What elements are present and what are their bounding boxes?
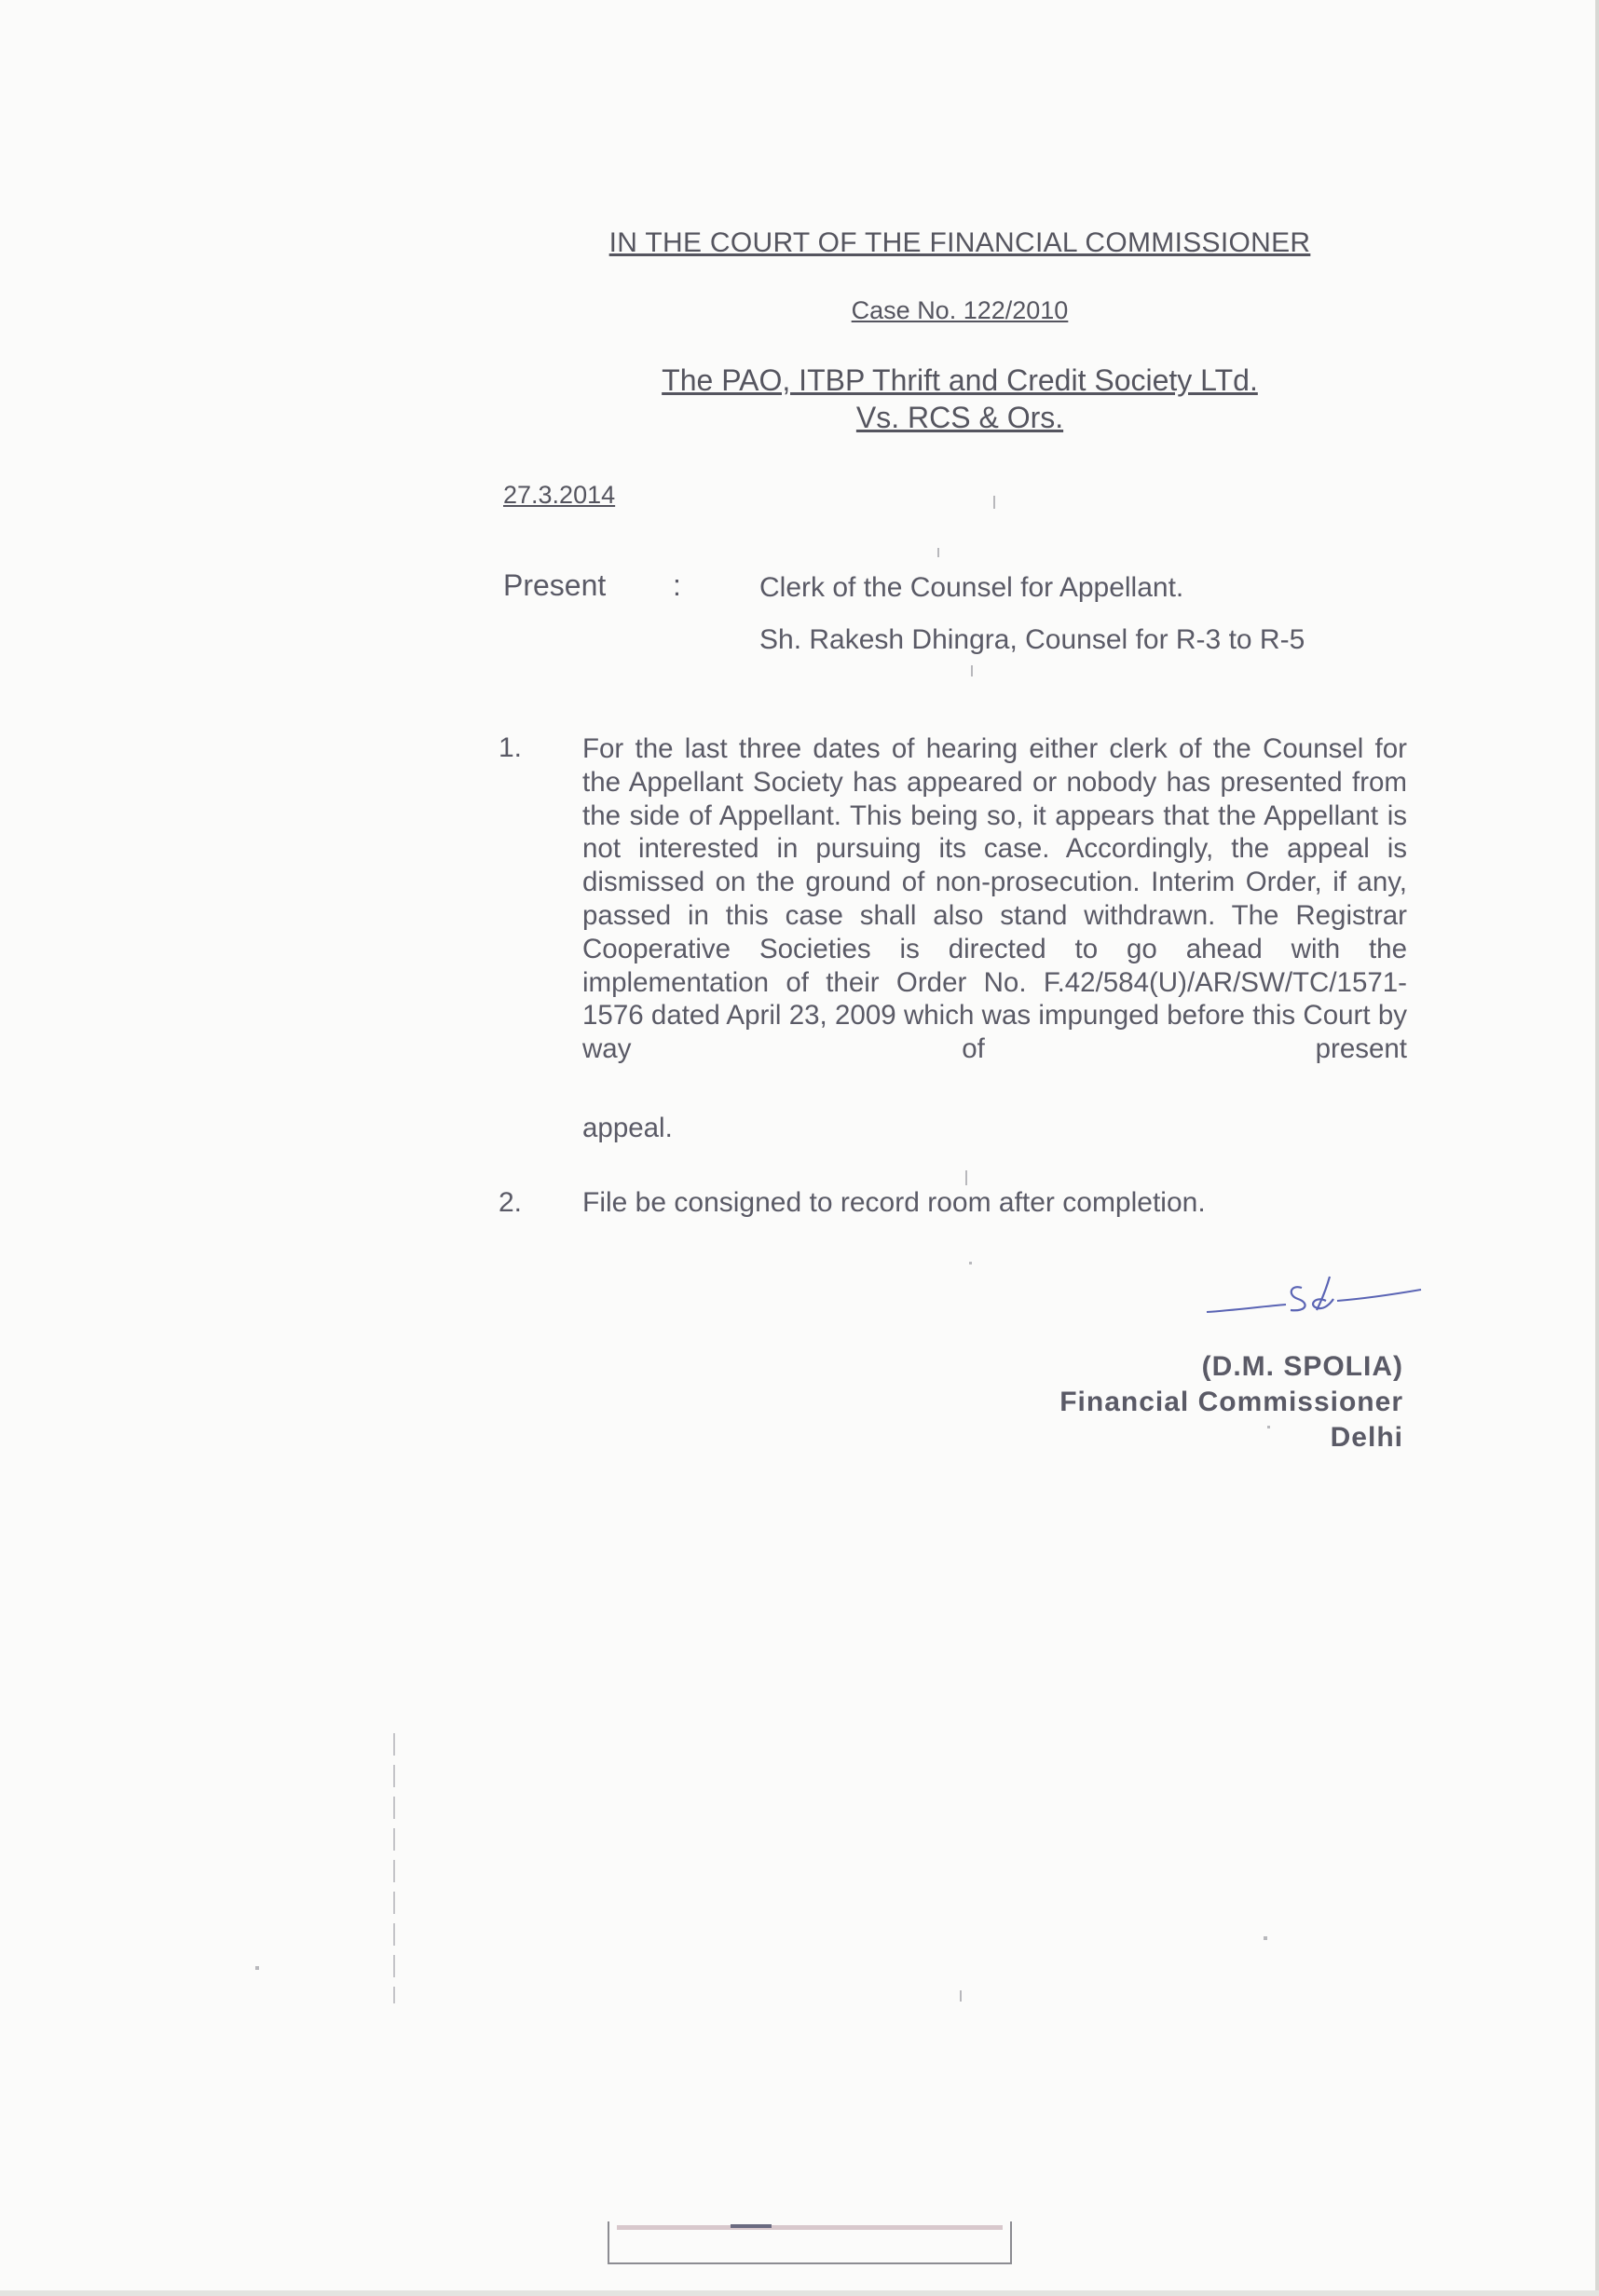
parties-appellant: The PAO, ITBP Thrift and Credit Society LTd. bbox=[662, 363, 1258, 397]
scan-speck bbox=[255, 1966, 259, 1970]
signatory-place: Delhi bbox=[1330, 1422, 1403, 1453]
paragraph-number: 2. bbox=[499, 1187, 523, 1218]
page-edge-bottom bbox=[0, 2290, 1599, 2296]
stamp-band bbox=[617, 2225, 1003, 2230]
present-attendee: Sh. Rakesh Dhingra, Counsel for R-3 to R-5 bbox=[759, 624, 1305, 655]
paragraph-number: 1. bbox=[499, 732, 523, 763]
scan-speck bbox=[969, 1262, 972, 1264]
stamp-box bbox=[608, 2221, 1012, 2264]
signature-mark bbox=[1197, 1267, 1430, 1332]
present-colon: : bbox=[673, 568, 681, 602]
present-attendee: Clerk of the Counsel for Appellant. bbox=[759, 572, 1184, 603]
scan-speck bbox=[971, 665, 973, 676]
scan-margin-line bbox=[393, 1733, 395, 2003]
page-edge bbox=[1595, 0, 1599, 2296]
present-label: Present bbox=[503, 568, 607, 602]
signatory-name: (D.M. SPOLIA) bbox=[1201, 1351, 1403, 1382]
parties-respondent: Vs. RCS & Ors. bbox=[855, 401, 1064, 434]
scan-speck bbox=[965, 1170, 967, 1185]
scan-speck bbox=[1264, 1936, 1267, 1940]
order-paragraph: File be consigned to record room after completion. bbox=[582, 1187, 1206, 1218]
order-date: 27.3.2014 bbox=[503, 481, 616, 509]
order-paragraph-end: appeal. bbox=[582, 1113, 673, 1143]
order-paragraph: For the last three dates of hearing either clerk of the Counsel for the Appellant Society has appeared or nobody has presented from the side of Appellant. This being so, it appears that the Appellant is not interested in pursuing its case. Accordingly, the appeal is dismissed on the ground of non-prosecution. Interim Order, if any, passed in this case shall also stand withdrawn. The Registrar Cooperative Societies is directed to go ahead with the implementation of their Order No. F.42/584(U)/AR/SW/TC/1571-1576 dated April 23, 2009 which was impunged before this Court by way of present bbox=[582, 733, 1407, 1065]
scan-speck bbox=[960, 1990, 962, 2002]
scan-speck bbox=[1267, 1426, 1270, 1428]
scan-speck bbox=[937, 548, 939, 557]
scan-speck bbox=[993, 496, 995, 509]
court-title: IN THE COURT OF THE FINANCIAL COMMISSIONER bbox=[608, 227, 1311, 258]
stamp-mark bbox=[731, 2224, 772, 2228]
case-number: Case No. 122/2010 bbox=[851, 296, 1069, 324]
signatory-title: Financial Commissioner bbox=[1059, 1387, 1403, 1417]
